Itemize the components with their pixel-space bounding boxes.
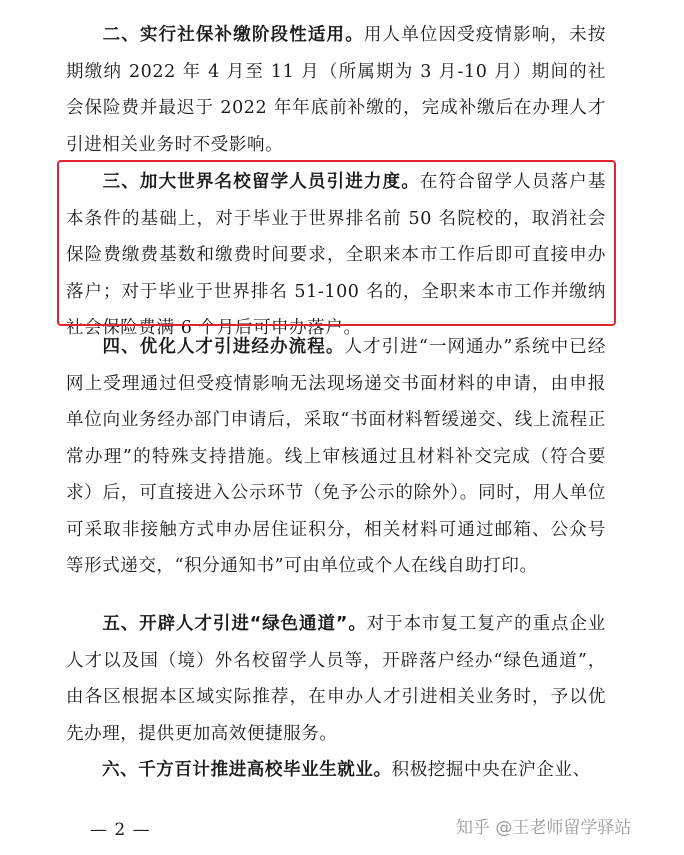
highlight-box <box>57 160 616 326</box>
paragraph-6-heading: 六、千方百计推进高校毕业生就业。 <box>102 760 392 780</box>
paragraph-2 <box>66 17 606 163</box>
paragraph-5 <box>66 606 606 752</box>
paragraph-5-heading: 五、开辟人才引进“绿色通道”。 <box>102 614 367 634</box>
paragraph-6-body: 积极挖掘中央在沪企业、 <box>391 760 591 780</box>
paragraph-2-heading: 二、实行社保补缴阶段性适用。 <box>102 25 364 45</box>
paragraph-4-heading: 四、优化人才引进经办流程。 <box>102 337 345 357</box>
paragraph-4-body: 人才引进“一网通办”系统中已经网上受理通过但受疫情影响无法现场递交书面材料的申请，由申报单位向业务经办部门申请后，采取“书面材料暂缓递交、线上流程正常办理”的特殊支持措施。线上审核通过且材料补交完成（符合要求）后，可直接进入公示环节（免予公示的除外）。同时，用人单位可采取非接触方式申办居住证积分，相关材料可通过邮箱、公众号等形式递交，“积分通知书”可由单位或个人在线自助打印。 <box>66 337 606 576</box>
paragraph-3-body: 在符合留学人员落户基本条件的基础上，对于毕业于世界排名前 50 名院校的，取消社会保险费缴费基数和缴费时间要求，全职来本市工作后即可直接申办落户；对于毕业于世界排名 51-100 名的，全职来本市工作并缴纳社会保险费满 6 个月后可申办落户。 <box>66 172 607 338</box>
paragraph-5-body: 对于本市复工复产的重点企业人才以及国（境）外名校留学人员等，开辟落户经办“绿色通道”，由各区根据本区域实际推荐，在申办人才引进相关业务时，予以优先办理，提供更加高效便捷服务。 <box>66 614 606 744</box>
paragraph-3-heading: 三、加大世界名校留学人员引进力度。 <box>102 172 420 192</box>
paragraph-2-body: 用人单位因受疫情影响，未按期缴纳 2022 年 4 月至 11 月（所属期为 3 月-10 月）期间的社会保险费并最迟于 2022 年年底前补缴的，完成补缴后在办理人才引进相关业务时不受影响。 <box>66 25 606 155</box>
page-number: — 2 — <box>90 820 151 840</box>
watermark: 知乎 @王老师留学驿站 <box>456 818 632 838</box>
paragraph-6 <box>66 752 606 789</box>
paragraph-4 <box>66 329 606 585</box>
